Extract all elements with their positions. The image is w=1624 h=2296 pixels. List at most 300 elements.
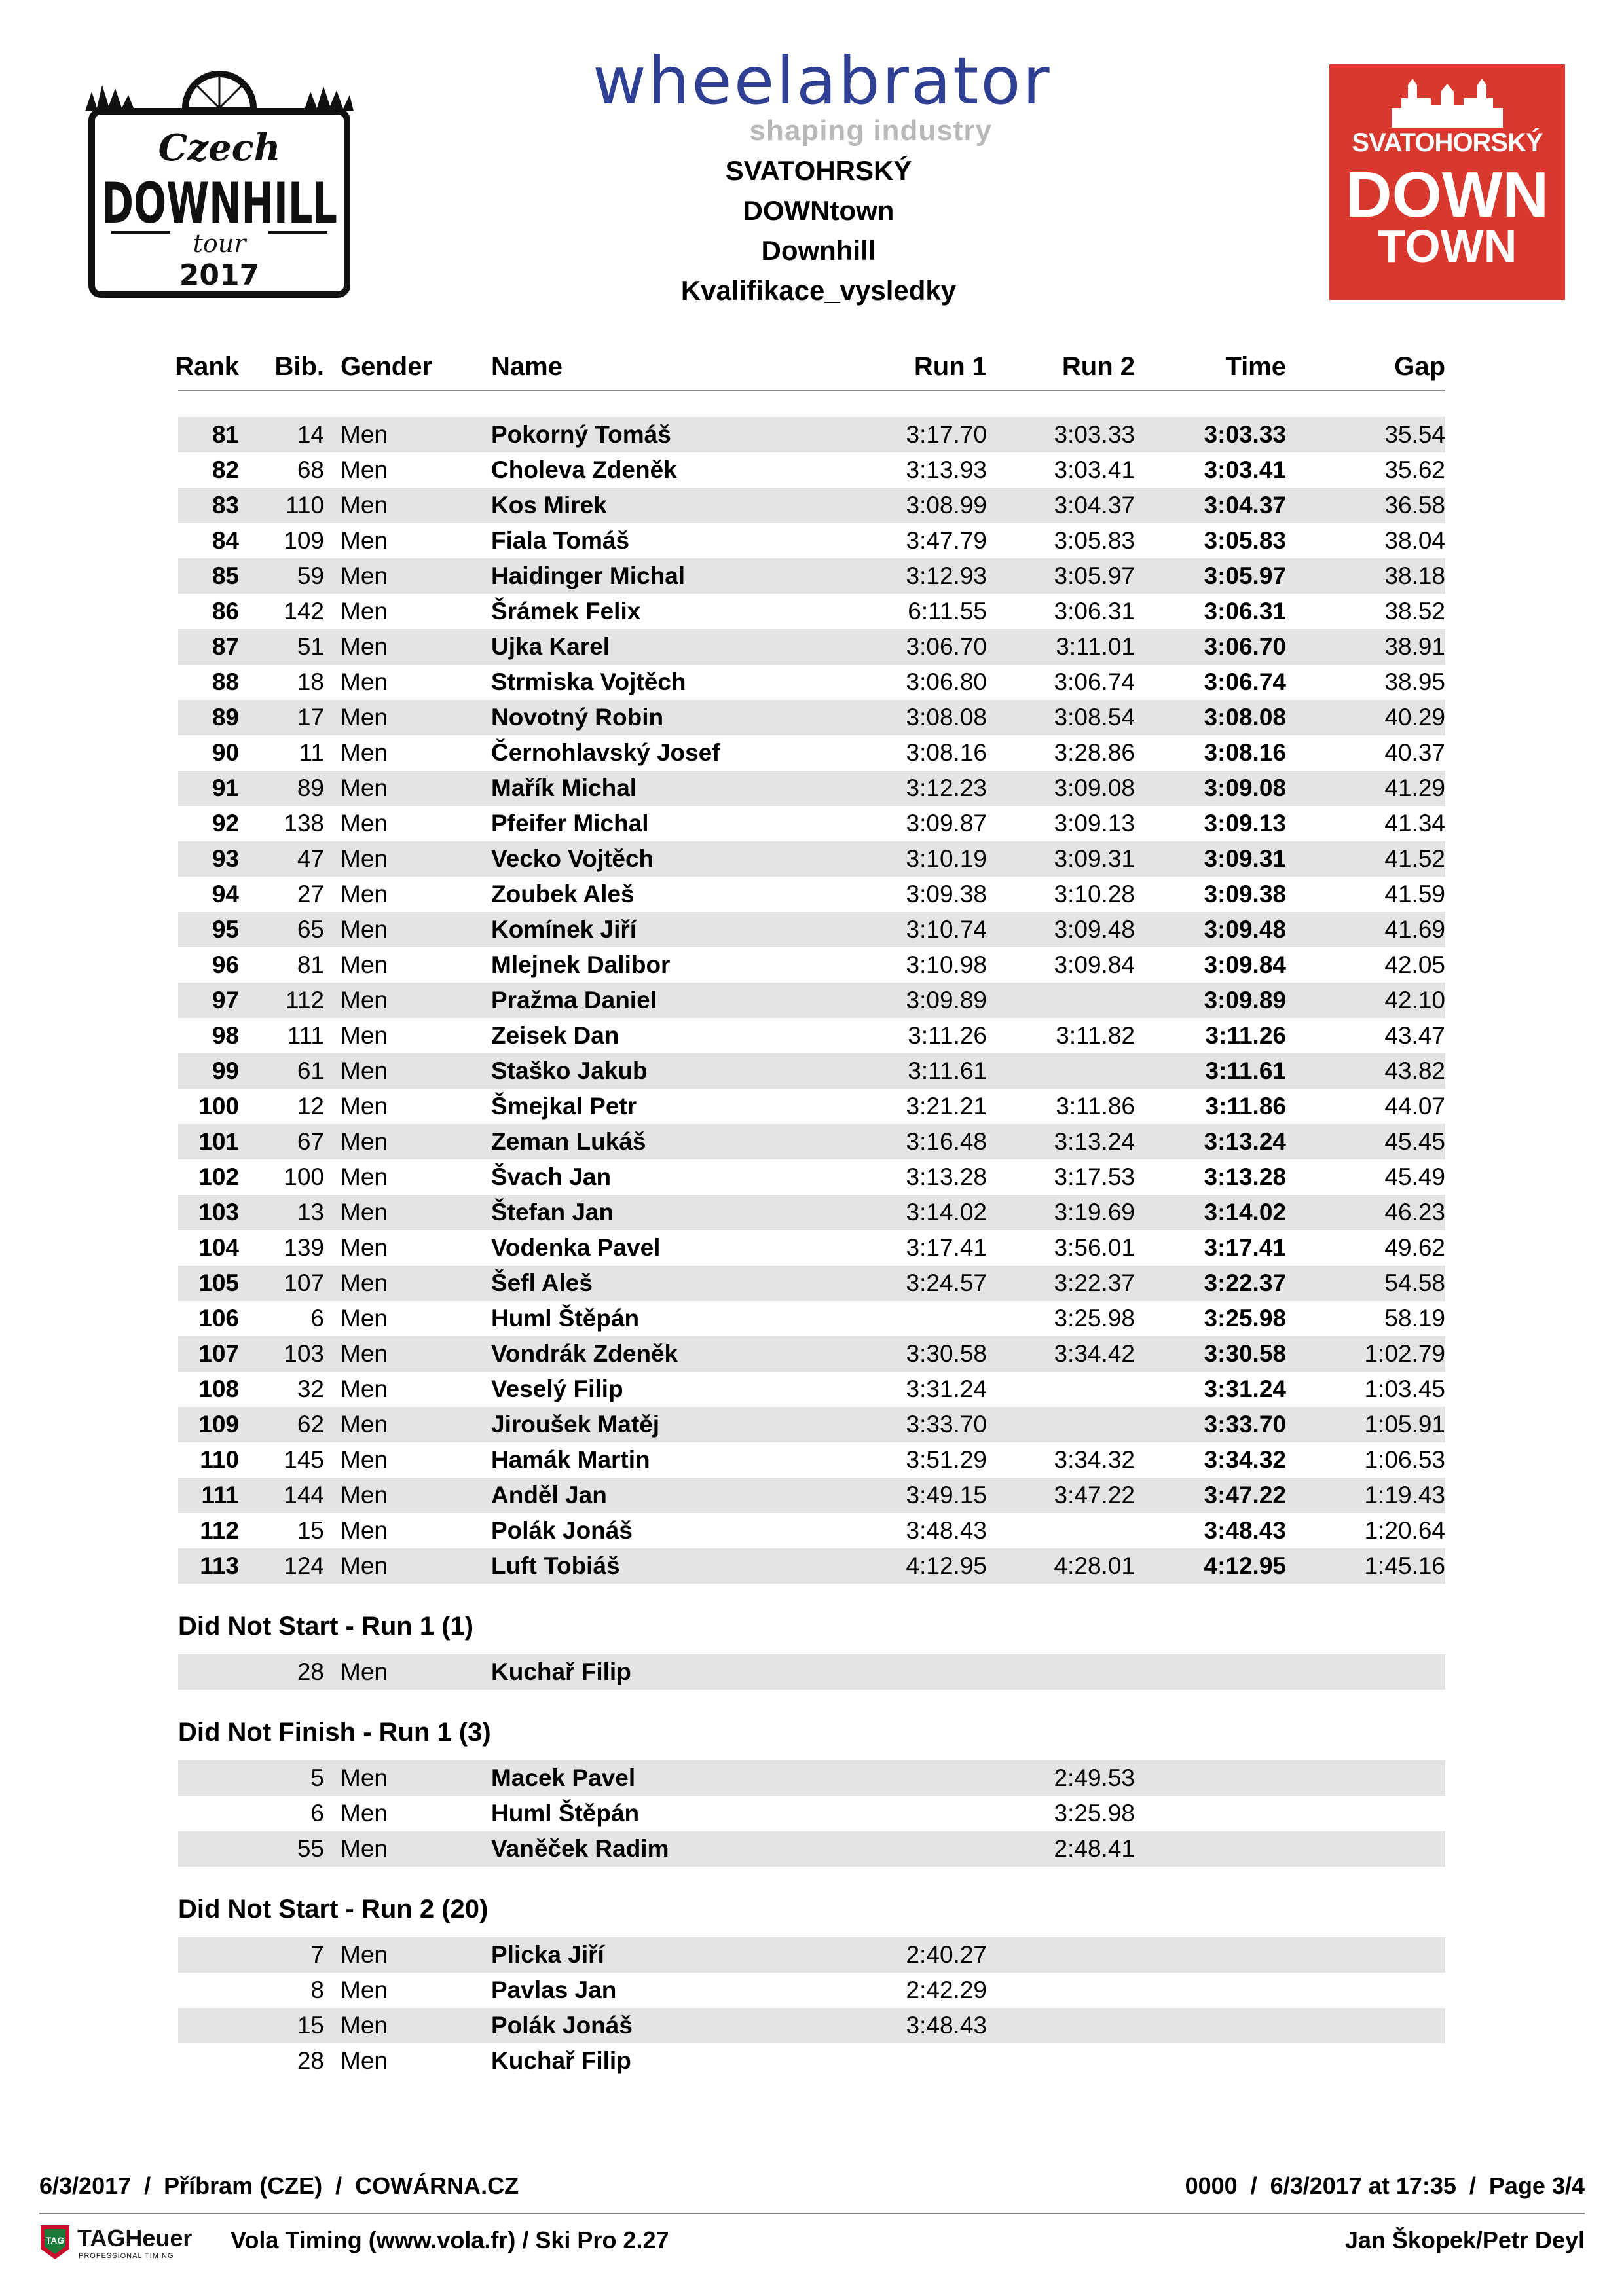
bib-cell: 67: [297, 1128, 324, 1155]
gap-cell: 40.29: [1384, 704, 1445, 731]
bib-cell: 17: [297, 704, 324, 731]
title-line-3: Downhill: [761, 235, 876, 266]
rank-cell: 100: [198, 1093, 239, 1120]
name-cell: Zeisek Dan: [491, 1022, 619, 1049]
rank-cell: 89: [212, 704, 239, 731]
name-cell: Pražma Daniel: [491, 987, 657, 1013]
gender-cell: Men: [341, 1552, 388, 1579]
run1-cell: 3:49.15: [906, 1482, 987, 1508]
bib-cell: 138: [284, 810, 324, 837]
footer-credits: [39, 2223, 1585, 2262]
gender-cell: Men: [341, 881, 388, 907]
bib-cell: 112: [286, 987, 324, 1013]
run2-cell: 3:28.86: [1054, 739, 1135, 766]
time-cell: 3:17.41: [1204, 1234, 1286, 1261]
run2-cell: 3:09.31: [1054, 845, 1135, 872]
bib-cell: 13: [297, 1199, 324, 1226]
gap-cell: 43.82: [1384, 1057, 1445, 1084]
time-cell: 3:06.74: [1204, 668, 1286, 695]
col-name-header: Name: [491, 352, 563, 381]
gender-cell: Men: [341, 1482, 388, 1508]
table-row: [178, 1654, 1445, 1690]
table-row: [178, 1195, 1445, 1230]
status-sections: [178, 1603, 1445, 2079]
time-cell: 3:09.84: [1204, 951, 1286, 978]
run1-cell: 3:16.48: [906, 1128, 987, 1155]
results-body: [178, 417, 1445, 1584]
name-cell: Kos Mirek: [491, 492, 607, 519]
bib-cell: 110: [286, 492, 324, 519]
time-cell: 3:09.89: [1204, 987, 1286, 1013]
name-cell: Polák Jonáš: [491, 2012, 633, 2039]
gender-cell: Men: [341, 1376, 388, 1402]
name-cell: Kuchař Filip: [491, 2047, 631, 2074]
time-cell: 4:12.95: [1204, 1552, 1286, 1579]
gender-cell: Men: [341, 1941, 388, 1968]
time-cell: 3:13.24: [1204, 1128, 1286, 1155]
run2-cell: 3:06.31: [1054, 598, 1135, 625]
name-cell: Huml Štěpán: [491, 1305, 640, 1332]
time-cell: 3:06.70: [1204, 633, 1286, 660]
footer-right: 0000 / 6/3/2017 at 17:35 / Page 3/4: [1185, 2172, 1585, 2199]
gap-cell: 44.07: [1384, 1093, 1445, 1120]
gender-cell: Men: [341, 1234, 388, 1261]
time-cell: 3:48.43: [1204, 1517, 1286, 1544]
time-cell: 3:13.28: [1204, 1163, 1286, 1190]
run1-cell: 3:13.28: [906, 1163, 987, 1190]
run1-cell: 3:10.19: [906, 845, 987, 872]
brand-tagline: shaping industry: [749, 115, 992, 147]
name-cell: Vecko Vojtěch: [491, 845, 654, 872]
bib-cell: 144: [284, 1482, 324, 1508]
table-row: [178, 1053, 1445, 1089]
time-cell: 3:31.24: [1204, 1376, 1286, 1402]
col-rank-header: Rank: [175, 352, 239, 381]
gender-cell: Men: [341, 633, 388, 660]
rank-cell: 108: [198, 1376, 239, 1402]
bib-cell: 103: [284, 1340, 324, 1367]
bib-cell: 107: [284, 1269, 324, 1296]
rank-cell: 93: [212, 845, 239, 872]
rank-cell: 83: [212, 492, 239, 519]
time-cell: 3:05.83: [1204, 527, 1286, 554]
tag-sub: PROFESSIONAL TIMING: [79, 2252, 174, 2260]
document-titles: [589, 151, 1048, 310]
gender-cell: Men: [341, 1128, 388, 1155]
run1-cell: 3:17.41: [906, 1234, 987, 1261]
rank-cell: 94: [212, 881, 239, 907]
gap-cell: 45.49: [1384, 1163, 1445, 1190]
table-row: [178, 629, 1445, 665]
name-cell: Choleva Zdeněk: [491, 456, 677, 483]
section-title: Did Not Finish - Run 1 (3): [178, 1718, 491, 1747]
gender-cell: Men: [341, 2047, 388, 2074]
bib-cell: 59: [297, 562, 324, 589]
gap-cell: 35.62: [1384, 456, 1445, 483]
gap-cell: 43.47: [1384, 1022, 1445, 1049]
gender-cell: Men: [341, 456, 388, 483]
gender-cell: Men: [341, 1764, 388, 1791]
run2-cell: 3:11.82: [1056, 1022, 1135, 1049]
rank-cell: 103: [198, 1199, 239, 1226]
rank-cell: 99: [212, 1057, 239, 1084]
name-cell: Polák Jonáš: [491, 1517, 633, 1544]
run2-cell: 3:09.84: [1054, 951, 1135, 978]
time-cell: 3:30.58: [1204, 1340, 1286, 1367]
gender-cell: Men: [341, 1800, 388, 1827]
gap-cell: 1:03.45: [1364, 1376, 1445, 1402]
name-cell: Fiala Tomáš: [491, 527, 630, 554]
bib-cell: 6: [310, 1800, 324, 1827]
rank-cell: 85: [212, 562, 239, 589]
run2-cell: 3:17.53: [1054, 1163, 1135, 1190]
run1-cell: 3:08.99: [906, 492, 987, 519]
bib-cell: 28: [297, 1658, 324, 1685]
bib-cell: 8: [310, 1977, 324, 2003]
time-cell: 3:22.37: [1204, 1269, 1286, 1296]
run1-cell: 3:09.87: [906, 810, 987, 837]
run2-cell: 2:48.41: [1054, 1835, 1135, 1862]
gap-cell: 1:19.43: [1364, 1482, 1445, 1508]
gender-cell: Men: [341, 1446, 388, 1473]
table-row: [178, 1442, 1445, 1478]
gender-cell: Men: [341, 562, 388, 589]
run1-cell: 3:10.74: [906, 916, 987, 943]
run1-cell: 2:42.29: [906, 1977, 987, 2003]
bib-cell: 100: [284, 1163, 324, 1190]
bib-cell: 145: [284, 1446, 324, 1473]
bib-cell: 47: [297, 845, 324, 872]
rank-cell: 81: [212, 421, 239, 448]
name-cell: Luft Tobiáš: [491, 1552, 620, 1579]
gap-cell: 1:20.64: [1364, 1517, 1445, 1544]
name-cell: Staško Jakub: [491, 1057, 648, 1084]
title-line-2: DOWNtown: [743, 195, 895, 226]
name-cell: Veselý Filip: [491, 1376, 623, 1402]
table-row: [178, 1372, 1445, 1407]
run1-cell: 3:09.38: [906, 881, 987, 907]
time-cell: 3:06.31: [1204, 598, 1286, 625]
logo-right-line1: SVATOHORSKÝ: [1352, 128, 1543, 157]
logo-left-line4: 2017: [179, 259, 260, 292]
rank-cell: 97: [212, 987, 239, 1013]
run2-cell: 3:19.69: [1054, 1199, 1135, 1226]
run1-cell: 3:21.21: [906, 1093, 987, 1120]
name-cell: Mlejnek Dalibor: [491, 951, 671, 978]
time-cell: 3:03.41: [1204, 456, 1286, 483]
table-row: [178, 1336, 1445, 1372]
run2-cell: 3:04.37: [1054, 492, 1135, 519]
gender-cell: Men: [341, 774, 388, 801]
gender-cell: Men: [341, 2012, 388, 2039]
table-row: [178, 1018, 1445, 1053]
gap-cell: 41.34: [1384, 810, 1445, 837]
run1-cell: 3:08.16: [906, 739, 987, 766]
rank-cell: 87: [212, 633, 239, 660]
run1-cell: 3:48.43: [906, 2012, 987, 2039]
run1-cell: 3:48.43: [906, 1517, 987, 1544]
title-line-1: SVATOHRSKÝ: [725, 155, 912, 186]
run2-cell: 3:11.86: [1056, 1093, 1135, 1120]
col-run2-header: Run 2: [1061, 352, 1135, 381]
bib-cell: 18: [297, 668, 324, 695]
gap-cell: 49.62: [1384, 1234, 1445, 1261]
table-row: [178, 735, 1445, 771]
run2-cell: 3:13.24: [1054, 1128, 1135, 1155]
run1-cell: 3:09.89: [906, 987, 987, 1013]
run2-cell: 3:11.01: [1056, 633, 1135, 660]
table-row: [178, 558, 1445, 594]
time-cell: 3:08.16: [1204, 739, 1286, 766]
gap-cell: 38.91: [1384, 633, 1445, 660]
name-cell: Zoubek Aleš: [491, 881, 635, 907]
table-row: [178, 841, 1445, 877]
gender-cell: Men: [341, 987, 388, 1013]
gap-cell: 40.37: [1384, 739, 1445, 766]
name-cell: Macek Pavel: [491, 1764, 636, 1791]
table-row: [178, 488, 1445, 523]
gap-cell: 41.59: [1384, 881, 1445, 907]
col-gap-header: Gap: [1394, 352, 1445, 381]
gap-cell: 38.95: [1384, 668, 1445, 695]
gender-cell: Men: [341, 704, 388, 731]
bib-cell: 55: [297, 1835, 324, 1862]
bib-cell: 61: [297, 1057, 324, 1084]
table-row: [178, 806, 1445, 841]
table-row: [178, 877, 1445, 912]
table-row: [178, 1159, 1445, 1195]
rank-cell: 88: [212, 668, 239, 695]
rank-cell: 109: [198, 1411, 239, 1438]
run2-cell: 3:09.13: [1054, 810, 1135, 837]
gap-cell: 42.10: [1384, 987, 1445, 1013]
logo-right-line2: DOWN: [1345, 158, 1549, 230]
col-time-header: Time: [1225, 352, 1286, 381]
gap-cell: 41.29: [1384, 774, 1445, 801]
time-cell: 3:04.37: [1204, 492, 1286, 519]
name-cell: Švach Jan: [491, 1163, 612, 1190]
run2-cell: 3:10.28: [1054, 881, 1135, 907]
run2-cell: 3:47.22: [1054, 1482, 1135, 1508]
name-cell: Huml Štěpán: [491, 1800, 640, 1827]
time-cell: 3:08.08: [1204, 704, 1286, 731]
gender-cell: Men: [341, 951, 388, 978]
run1-cell: 4:12.95: [906, 1552, 987, 1579]
bib-cell: 139: [284, 1234, 324, 1261]
name-cell: Strmiska Vojtěch: [491, 668, 686, 695]
run2-cell: 3:06.74: [1054, 668, 1135, 695]
table-row: [178, 1831, 1445, 1867]
bib-cell: 81: [297, 951, 324, 978]
rank-cell: 86: [212, 598, 239, 625]
bib-cell: 111: [287, 1022, 324, 1049]
gender-cell: Men: [341, 1305, 388, 1332]
run1-cell: 3:31.24: [906, 1376, 987, 1402]
footer-info: [39, 2172, 1585, 2205]
tag-heuer-logo: [39, 2223, 216, 2262]
bib-cell: 124: [284, 1552, 324, 1579]
name-cell: Černohlavský Josef: [491, 739, 720, 766]
gender-cell: Men: [341, 845, 388, 872]
castle-icon: [1392, 79, 1503, 128]
table-row: [178, 947, 1445, 983]
rank-cell: 105: [198, 1269, 239, 1296]
bib-cell: 15: [297, 1517, 324, 1544]
name-cell: Šefl Aleš: [491, 1269, 593, 1296]
gap-cell: 1:05.91: [1364, 1411, 1445, 1438]
run1-cell: 3:30.58: [906, 1340, 987, 1367]
bib-cell: 28: [297, 2047, 324, 2074]
run1-cell: 3:10.98: [906, 951, 987, 978]
bib-cell: 51: [297, 633, 324, 660]
gender-cell: Men: [341, 1977, 388, 2003]
table-row: [178, 1301, 1445, 1336]
gap-cell: 36.58: [1384, 492, 1445, 519]
time-cell: 3:14.02: [1204, 1199, 1286, 1226]
gender-cell: Men: [341, 1022, 388, 1049]
gender-cell: Men: [341, 421, 388, 448]
bib-cell: 68: [297, 456, 324, 483]
rank-cell: 113: [200, 1552, 239, 1579]
footer-officials: Jan Škopek/Petr Deyl: [1344, 2227, 1585, 2253]
footer-timing: Vola Timing (www.vola.fr) / Ski Pro 2.27: [231, 2227, 669, 2253]
gender-cell: Men: [341, 916, 388, 943]
gap-cell: 38.04: [1384, 527, 1445, 554]
rank-cell: 91: [212, 774, 239, 801]
gender-cell: Men: [341, 668, 388, 695]
bib-cell: 14: [297, 421, 324, 448]
gap-cell: 41.69: [1384, 916, 1445, 943]
table-row: [178, 665, 1445, 700]
table-row: [178, 1407, 1445, 1442]
gender-cell: Men: [341, 492, 388, 519]
footer-divider: [39, 2213, 1585, 2214]
time-cell: 3:11.86: [1205, 1093, 1286, 1120]
table-row: [178, 1513, 1445, 1548]
run2-cell: 3:03.33: [1054, 421, 1135, 448]
table-row: [178, 417, 1445, 452]
bib-cell: 89: [297, 774, 324, 801]
table-row: [178, 452, 1445, 488]
gap-cell: 35.54: [1384, 421, 1445, 448]
bib-cell: 5: [310, 1764, 324, 1791]
run2-cell: 3:05.83: [1054, 527, 1135, 554]
run1-cell: 3:08.08: [906, 704, 987, 731]
bib-cell: 12: [297, 1093, 324, 1120]
time-cell: 3:25.98: [1204, 1305, 1286, 1332]
czech-downhill-tour-logo: [85, 72, 354, 301]
time-cell: 3:11.26: [1205, 1022, 1286, 1049]
time-cell: 3:05.97: [1204, 562, 1286, 589]
rank-cell: 111: [201, 1482, 239, 1508]
run2-cell: 3:09.48: [1054, 916, 1135, 943]
name-cell: Šmejkal Petr: [491, 1093, 637, 1120]
logo-left-line2: DOWNHILL: [101, 171, 337, 236]
name-cell: Pokorný Tomáš: [491, 421, 671, 448]
bib-cell: 109: [284, 527, 324, 554]
run1-cell: 3:11.26: [908, 1022, 987, 1049]
gap-cell: 58.19: [1384, 1305, 1445, 1332]
rank-cell: 90: [212, 739, 239, 766]
name-cell: Šrámek Felix: [491, 598, 641, 625]
name-cell: Novotný Robin: [491, 704, 664, 731]
run1-cell: 3:17.70: [906, 421, 987, 448]
brand-name: wheelabrator: [593, 43, 1052, 119]
table-row: [178, 523, 1445, 558]
svatohorsky-downtown-logo: [1329, 64, 1565, 300]
gender-cell: Men: [341, 1411, 388, 1438]
gap-cell: 41.52: [1384, 845, 1445, 872]
name-cell: Mařík Michal: [491, 774, 637, 801]
logo-left-line1: Czech: [158, 126, 281, 170]
run1-cell: 3:06.80: [906, 668, 987, 695]
gap-cell: 38.18: [1384, 562, 1445, 589]
bib-cell: 32: [297, 1376, 324, 1402]
run1-cell: 3:06.70: [906, 633, 987, 660]
bib-cell: 65: [297, 916, 324, 943]
table-row: [178, 983, 1445, 1018]
gap-cell: 45.45: [1384, 1128, 1445, 1155]
name-cell: Ujka Karel: [491, 633, 610, 660]
gender-cell: Men: [341, 1835, 388, 1862]
run1-cell: 6:11.55: [908, 598, 987, 625]
run1-cell: 3:13.93: [906, 456, 987, 483]
table-row: [178, 1124, 1445, 1159]
title-line-4: Kvalifikace_vysledky: [680, 275, 957, 306]
bib-cell: 6: [310, 1305, 324, 1332]
run2-cell: 3:34.32: [1054, 1446, 1135, 1473]
rank-cell: 84: [212, 527, 239, 554]
time-cell: 3:03.33: [1204, 421, 1286, 448]
logo-right-line3: TOWN: [1377, 221, 1517, 272]
run1-cell: 3:51.29: [906, 1446, 987, 1473]
table-row: [178, 1230, 1445, 1266]
rank-cell: 95: [212, 916, 239, 943]
gender-cell: Men: [341, 1199, 388, 1226]
rank-cell: 104: [198, 1234, 239, 1261]
rank-cell: 98: [212, 1022, 239, 1049]
rank-cell: 102: [198, 1163, 239, 1190]
bib-cell: 7: [310, 1941, 324, 1968]
rank-cell: 107: [198, 1340, 239, 1367]
table-row: [178, 2043, 1445, 2079]
run1-cell: 2:40.27: [906, 1941, 987, 1968]
gender-cell: Men: [341, 598, 388, 625]
time-cell: 3:09.13: [1204, 810, 1286, 837]
gender-cell: Men: [341, 739, 388, 766]
name-cell: Plicka Jiří: [491, 1941, 604, 1968]
name-cell: Vondrák Zdeněk: [491, 1340, 678, 1367]
rank-cell: 101: [198, 1128, 239, 1155]
gender-cell: Men: [341, 1658, 388, 1685]
col-gender-header: Gender: [341, 352, 433, 381]
table-row: [178, 1760, 1445, 1796]
time-cell: 3:11.61: [1205, 1057, 1286, 1084]
run1-cell: 3:12.23: [906, 774, 987, 801]
rank-cell: 92: [212, 810, 239, 837]
bib-cell: 15: [297, 2012, 324, 2039]
gender-cell: Men: [341, 1517, 388, 1544]
run2-cell: 3:08.54: [1054, 704, 1135, 731]
run1-cell: 3:24.57: [906, 1269, 987, 1296]
results-table: [175, 344, 1445, 2079]
name-cell: Anděl Jan: [491, 1482, 607, 1508]
name-cell: Vaněček Radim: [491, 1835, 669, 1862]
run1-cell: 3:33.70: [906, 1411, 987, 1438]
name-cell: Jiroušek Matěj: [491, 1411, 660, 1438]
table-row: [178, 771, 1445, 806]
gender-cell: Men: [341, 1269, 388, 1296]
